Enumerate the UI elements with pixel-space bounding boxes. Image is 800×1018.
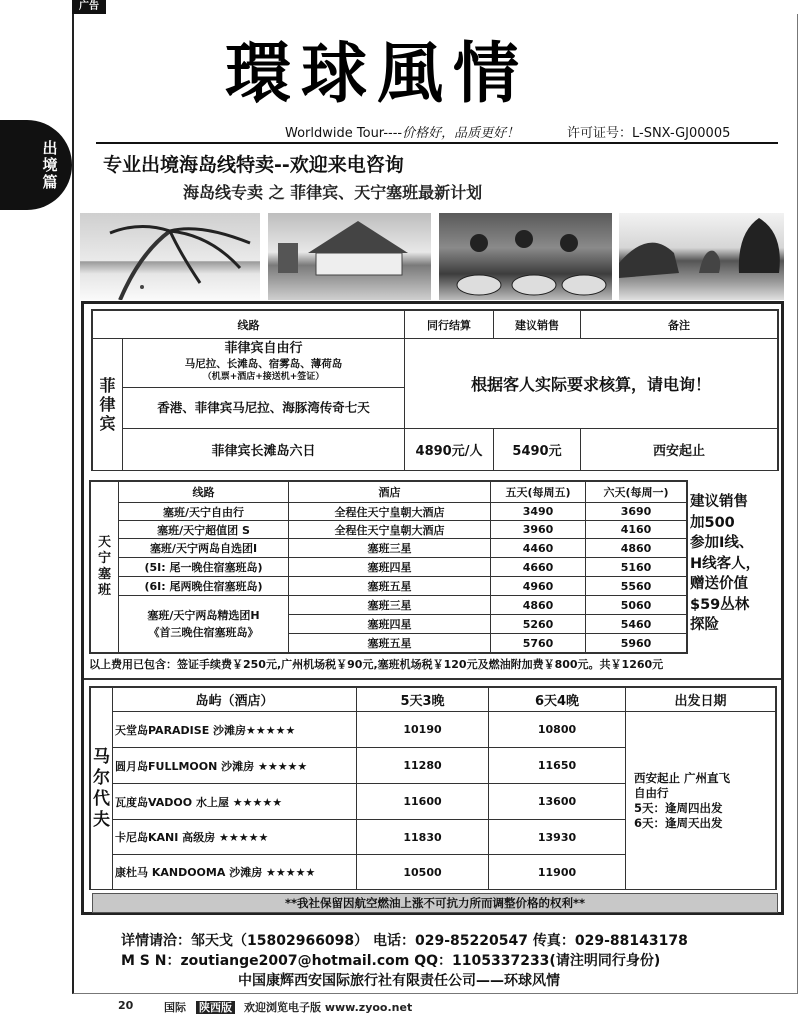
saipan-six-day-price: 5560: [586, 577, 687, 596]
water-villa-photo: [268, 213, 431, 300]
section-tab: [0, 120, 72, 210]
header-island: 岛屿（酒店）: [113, 688, 357, 712]
contact-msn-line: M S N：zoutiange2007@hotmail.com QQ：1105337233(请注明同行身份): [121, 953, 661, 969]
region-char: 代: [93, 788, 110, 809]
tagline-en: Worldwide Tour----: [285, 126, 403, 141]
maldives-island: 康杜马 KANDOOMA 沙滩房 ★★★★★: [113, 855, 357, 890]
footer-section: 国际: [164, 1001, 186, 1014]
section-tab-char: 篇: [42, 172, 58, 191]
saipan-five-day-price: 4960: [491, 577, 586, 596]
header-six-day: 6天4晚: [489, 688, 626, 712]
saipan-five-day-price: 5760: [491, 634, 586, 653]
price-inquiry-note: 根据客人实际要求核算，请电询！: [405, 339, 778, 429]
maldives-island: 天堂岛PARADISE 沙滩房★★★★★: [113, 712, 357, 748]
group-h-note: 《首三晚住宿塞班岛》: [148, 626, 259, 639]
saipan-route: 塞班/天宁自由行: [119, 503, 289, 521]
footer-website[interactable]: 欢迎浏览电子版 www.zyoo.net: [244, 1001, 413, 1014]
maldives-five-day-price: 11600: [357, 784, 489, 820]
saipan-route: (5I: 尾一晚住宿塞班岛): [119, 558, 289, 577]
saipan-six-day-price: 5060: [586, 596, 687, 615]
promo-line: 探险: [690, 617, 719, 633]
saipan-hotel: 塞班三星: [289, 539, 491, 558]
contact-phone-line: 详情请洽：邹天戈（15802966098） 电话：029-85220547 传真：029-88143178: [121, 933, 688, 949]
maldives-five-day-price: 10500: [357, 855, 489, 890]
saipan-hotel: 塞班四星: [289, 615, 491, 634]
header-route: 线路: [93, 311, 405, 339]
promo-line: $59丛林: [690, 596, 750, 613]
saipan-route: (6I: 尾两晚住宿塞班岛): [119, 577, 289, 596]
maldives-six-day-price: 13600: [489, 784, 626, 820]
promo-line: 加500: [690, 514, 735, 531]
header-departure: 出发日期: [626, 688, 776, 712]
region-philippines: [93, 339, 123, 471]
header-remarks: 备注: [581, 311, 778, 339]
footer-edition-badge: [196, 999, 235, 1015]
departure-line: 6天：逢周天出发: [634, 815, 723, 830]
header-hotel: 酒店: [289, 482, 491, 503]
tagline-cn: 价格好，品质更好！: [402, 126, 520, 141]
subheadline: 海岛线专卖 之 菲律宾、天宁塞班最新计划: [183, 183, 483, 202]
region-char: 律: [99, 395, 116, 414]
route-seven-day: 香港、菲律宾马尼拉、海豚湾传奇七天: [123, 387, 404, 426]
boracay-peer-price: 4890元/人: [405, 429, 494, 471]
included-fees: 以上费用已包含：签证手续费￥250元,广州机场税￥90元,塞班机场税￥120元及燃油附加费￥800元。共￥1260元: [89, 658, 664, 671]
maldives-six-day-price: 10800: [489, 712, 626, 748]
section-tab-char: 出: [42, 138, 58, 157]
region-char: 夫: [93, 809, 110, 830]
saipan-five-day-price: 4860: [491, 596, 586, 615]
maldives-five-day-price: 10190: [357, 712, 489, 748]
saipan-six-day-price: 5160: [586, 558, 687, 577]
ad-label: 广告: [72, 0, 106, 14]
page-number: 20: [118, 999, 134, 1012]
maldives-five-day-price: 11830: [357, 820, 489, 855]
promo-line: H线客人，: [690, 555, 761, 572]
agency-name: 中国康辉西安国际旅行社有限责任公司——环球风情: [238, 973, 560, 989]
route-includes: （机票+酒店+接送机+签证）: [202, 372, 325, 382]
maldives-six-day-price: 13930: [489, 820, 626, 855]
fees-divider: [84, 678, 781, 680]
maldives-island: 圆月岛FULLMOON 沙滩房 ★★★★★: [113, 748, 357, 784]
region-char: 天: [97, 535, 111, 550]
price-adjustment-notice: **我社保留因航空燃油上涨不可抗力所而调整价格的权利**: [92, 893, 778, 913]
saipan-six-day-price: 4860: [586, 539, 687, 558]
header-route: 线路: [119, 482, 289, 503]
departure-line: 5天：逢周四出发: [634, 800, 723, 815]
edition-badge: 陕西版: [196, 1001, 235, 1014]
route-title: 菲律宾自由行: [224, 341, 303, 356]
section-tab-char: 境: [42, 155, 58, 174]
saipan-table: [89, 480, 688, 654]
saipan-six-day-price: 4160: [586, 521, 687, 539]
divider: [96, 142, 778, 144]
maldives-six-day-price: 11900: [489, 855, 626, 890]
saipan-five-day-price: 4660: [491, 558, 586, 577]
license-number: 许可证号：L-SNX-GJ00005: [567, 126, 731, 141]
dancers-photo: [439, 213, 612, 300]
saipan-hotel: 塞班四星: [289, 558, 491, 577]
boracay-suggested-price: 5490元: [494, 429, 581, 471]
philippines-table: [91, 309, 779, 471]
saipan-route: 塞班/天宁超值团 S: [119, 521, 289, 539]
promo-line: 参加I线、: [690, 535, 754, 551]
saipan-five-day-price: 5260: [491, 615, 586, 634]
group-h-title: 塞班/天宁两岛精选团H: [147, 609, 260, 622]
departure-info: [626, 712, 776, 890]
header-five-day: 5天3晚: [357, 688, 489, 712]
promo-line: 建议销售: [690, 494, 748, 510]
saipan-route: 塞班/天宁两岛自选团I: [119, 539, 289, 558]
saipan-six-day-price: 3690: [586, 503, 687, 521]
header-suggested-price: 建议销售: [494, 311, 581, 339]
route-boracay: 菲律宾长滩岛六日: [123, 429, 405, 471]
maldives-island: 瓦度岛VADOO 水上屋 ★★★★★: [113, 784, 357, 820]
saipan-five-day-price: 3960: [491, 521, 586, 539]
header-five-day: 五天(每周五): [491, 482, 586, 503]
header-peer-price: 同行结算: [405, 311, 494, 339]
saipan-hotel: 全程住天宁皇朝大酒店: [289, 521, 491, 539]
boracay-remarks: 西安起止: [581, 429, 778, 471]
saipan-five-day-price: 4460: [491, 539, 586, 558]
saipan-hotel: 塞班五星: [289, 577, 491, 596]
maldives-table: [89, 686, 777, 890]
brand-title: 環球風情: [225, 34, 529, 112]
region-char: 塞: [97, 567, 111, 582]
departure-line: 自由行: [634, 785, 669, 800]
region-char: 菲: [99, 376, 116, 395]
region-char: 马: [93, 746, 110, 767]
region-char: 班: [97, 583, 111, 598]
route-islands: 马尼拉、长滩岛、宿雾岛、薄荷岛: [184, 358, 343, 370]
region-char: 宾: [99, 414, 116, 433]
island-rock-photo: [619, 213, 784, 300]
region-char: 宁: [97, 551, 111, 566]
headline: 专业出境海岛线特卖--欢迎来电咨询: [103, 154, 404, 176]
saipan-promo: [690, 492, 780, 636]
promo-line: 赠送价值: [690, 576, 748, 592]
maldives-island: 卡尼岛KANI 高级房 ★★★★★: [113, 820, 357, 855]
saipan-six-day-price: 5460: [586, 615, 687, 634]
maldives-five-day-price: 11280: [357, 748, 489, 784]
saipan-hotel: 塞班五星: [289, 634, 491, 653]
saipan-six-day-price: 5960: [586, 634, 687, 653]
region-maldives: [91, 688, 113, 890]
departure-line: 西安起止 广州直飞: [634, 770, 731, 785]
brand-tagline: [285, 122, 519, 141]
saipan-hotel: 全程住天宁皇朝大酒店: [289, 503, 491, 521]
saipan-group-h: [119, 596, 289, 653]
beach-palm-photo: [80, 213, 260, 300]
saipan-five-day-price: 3490: [491, 503, 586, 521]
header-six-day: 六天(每周一): [586, 482, 687, 503]
maldives-six-day-price: 11650: [489, 748, 626, 784]
saipan-hotel: 塞班三星: [289, 596, 491, 615]
region-saipan: [91, 482, 119, 653]
region-char: 尔: [93, 767, 110, 788]
